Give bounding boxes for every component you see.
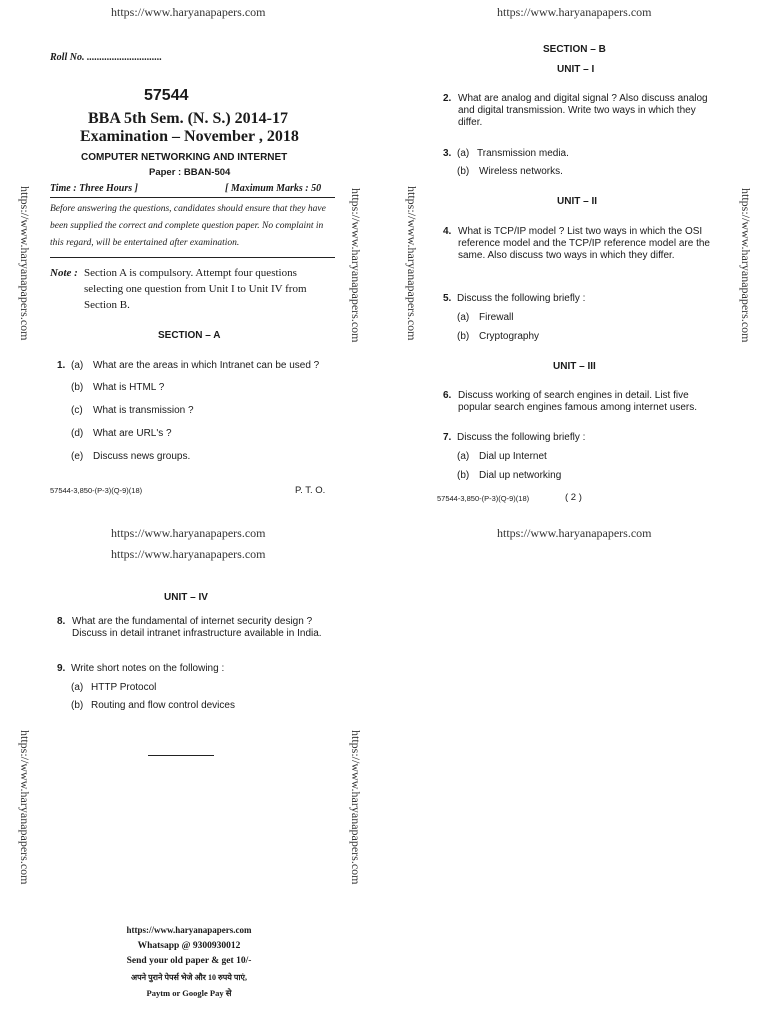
q5-a <box>457 312 513 324</box>
end-rule <box>148 755 214 756</box>
q6-text: Discuss working of search engines in detail. List five popular search engines famous among internet users. <box>458 390 698 413</box>
q7-number: 7. <box>443 432 452 443</box>
q1-b-label: (b) <box>71 382 84 393</box>
pto: P. T. O. <box>295 485 326 496</box>
watermark-vertical-mid-left: https://www.haryanapapers.com <box>349 188 363 343</box>
q3-a-text: Transmission media. <box>477 148 569 159</box>
page2-footer-code: 57544-3,850-(P-3)(Q-9)(18) <box>437 494 530 503</box>
promo-pay: Paytm or Google Pay से <box>146 988 232 998</box>
q3-a <box>443 148 569 160</box>
q5-a-label: (a) <box>457 312 470 323</box>
q1-b <box>71 382 164 394</box>
q1-e-label: (e) <box>71 451 84 462</box>
q4 <box>443 226 718 262</box>
q5-number: 5. <box>443 293 452 304</box>
section-a-heading: SECTION – A <box>158 330 221 341</box>
q1-d <box>71 428 172 440</box>
q1-c <box>71 405 194 417</box>
roll-no: Roll No. .............................. <box>50 52 162 63</box>
q1-c-text: What is transmission ? <box>93 405 194 416</box>
paper-number: Paper : BBAN-504 <box>149 167 231 178</box>
q3-b-label: (b) <box>457 166 470 177</box>
q9-b <box>71 700 235 712</box>
watermark-vertical-lower-left: https://www.haryanapapers.com <box>18 730 32 885</box>
q4-text: What is TCP/IP model ? List two ways in which the OSI reference model and the TCP/IP reference model are the same. Also discuss two ways in which they differ. <box>458 226 710 261</box>
watermark-vertical-mid-right: https://www.haryanapapers.com <box>405 186 419 341</box>
q8 <box>57 616 327 640</box>
rule-bottom <box>50 257 335 258</box>
page-number: ( 2 ) <box>565 492 582 503</box>
q7-b <box>457 470 561 482</box>
watermark-url-top-left: https://www.haryanapapers.com <box>111 5 266 19</box>
q9-text: Write short notes on the following : <box>71 663 225 674</box>
q1-d-label: (d) <box>71 428 84 439</box>
q4-number: 4. <box>443 226 452 237</box>
unit-2-heading: UNIT – II <box>557 196 598 207</box>
q9-a-text: HTTP Protocol <box>91 682 157 693</box>
q6-number: 6. <box>443 390 452 401</box>
q7-a-label: (a) <box>457 451 470 462</box>
q5-b <box>457 331 539 343</box>
q2-text: What are analog and digital signal ? Also discuss analog and digital transmission. Write two ways in which they differ. <box>458 93 708 128</box>
exam-title: Examination – November , 2018 <box>80 128 299 145</box>
course-title: BBA 5th Sem. (N. S.) 2014-17 <box>88 110 289 127</box>
max-marks: [ Maximum Marks : 50 <box>225 183 322 194</box>
q5-b-text: Cryptography <box>479 331 540 342</box>
promo-site: https://www.haryanapapers.com <box>126 925 252 935</box>
unit-4-heading: UNIT – IV <box>164 592 208 603</box>
q8-text: What are the fundamental of internet security design ? Discuss in detail intranet infrastructure available in India. <box>72 616 322 639</box>
watermark-url-mid-left-1: https://www.haryanapapers.com <box>111 526 266 540</box>
subject-title: COMPUTER NETWORKING AND INTERNET <box>81 152 288 163</box>
q1-e-text: Discuss news groups. <box>93 451 191 462</box>
watermark-vertical-right: https://www.haryanapapers.com <box>739 188 753 343</box>
q9-number: 9. <box>57 663 66 674</box>
unit-1-heading: UNIT – I <box>557 64 595 75</box>
q1-c-label: (c) <box>71 405 83 416</box>
q7-text: Discuss the following briefly : <box>457 432 586 443</box>
promo-hindi: अपने पुराने पेपर्स भेजे और 10 रुपये पाएं, <box>131 973 247 982</box>
q1-a-label: (a) <box>71 360 84 371</box>
q5 <box>443 293 585 305</box>
q7-b-text: Dial up networking <box>479 470 562 481</box>
q7-b-label: (b) <box>457 470 470 481</box>
watermark-vertical-left: https://www.haryanapapers.com <box>18 186 32 341</box>
q1-a-text: What are the areas in which Intranet can be used ? <box>93 360 320 371</box>
watermark-url-mid-left-2: https://www.haryanapapers.com <box>111 547 266 561</box>
q5-b-label: (b) <box>457 331 470 342</box>
q2-number: 2. <box>443 93 452 104</box>
promo-whatsapp: Whatsapp @ 9300930012 <box>137 941 241 951</box>
q7 <box>443 432 585 444</box>
q6 <box>443 390 718 414</box>
q7-a <box>457 451 547 463</box>
q7-a-text: Dial up Internet <box>479 451 547 462</box>
q3-a-label: (a) <box>457 148 470 159</box>
q1-d-text: What are URL's ? <box>93 428 172 439</box>
time-label: Time : Three Hours ] <box>50 183 138 194</box>
q8-number: 8. <box>57 616 66 627</box>
q1-number: 1. <box>57 360 66 371</box>
promo-offer: Send your old paper & get 10/- <box>126 956 252 966</box>
watermark-url-top-right: https://www.haryanapapers.com <box>497 5 652 19</box>
watermark-url-mid-right: https://www.haryanapapers.com <box>497 526 652 540</box>
q5-text: Discuss the following briefly : <box>457 293 586 304</box>
q1-a <box>57 360 319 372</box>
q3-b-text: Wireless networks. <box>479 166 563 177</box>
q9-b-label: (b) <box>71 700 84 711</box>
q9-a <box>71 682 156 694</box>
watermark-vertical-lower-mid: https://www.haryanapapers.com <box>349 730 363 885</box>
q2 <box>443 93 718 129</box>
note <box>50 265 335 313</box>
q9 <box>57 663 224 675</box>
q3-b <box>457 166 563 178</box>
rule-top <box>50 197 335 198</box>
note-label: Note : <box>50 267 78 279</box>
q3-number: 3. <box>443 148 452 159</box>
paper-code: 57544 <box>144 87 189 104</box>
q1-e <box>71 451 190 463</box>
unit-3-heading: UNIT – III <box>553 361 596 372</box>
q5-a-text: Firewall <box>479 312 514 323</box>
q9-b-text: Routing and flow control devices <box>91 700 235 711</box>
note-text: Section A is compulsory. Attempt four questions selecting one question from Unit I to Unit IV from Section B. <box>84 267 307 311</box>
q1-b-text: What is HTML ? <box>93 382 165 393</box>
q9-a-label: (a) <box>71 682 84 693</box>
page1-footer-code: 57544-3,850-(P-3)(Q-9)(18) <box>50 486 143 495</box>
section-b-heading: SECTION – B <box>543 44 606 55</box>
instructions: Before answering the questions, candidates should ensure that they have been supplied the correct and complete question paper. No complaint in this regard, will be entertained after examination. <box>50 204 326 248</box>
